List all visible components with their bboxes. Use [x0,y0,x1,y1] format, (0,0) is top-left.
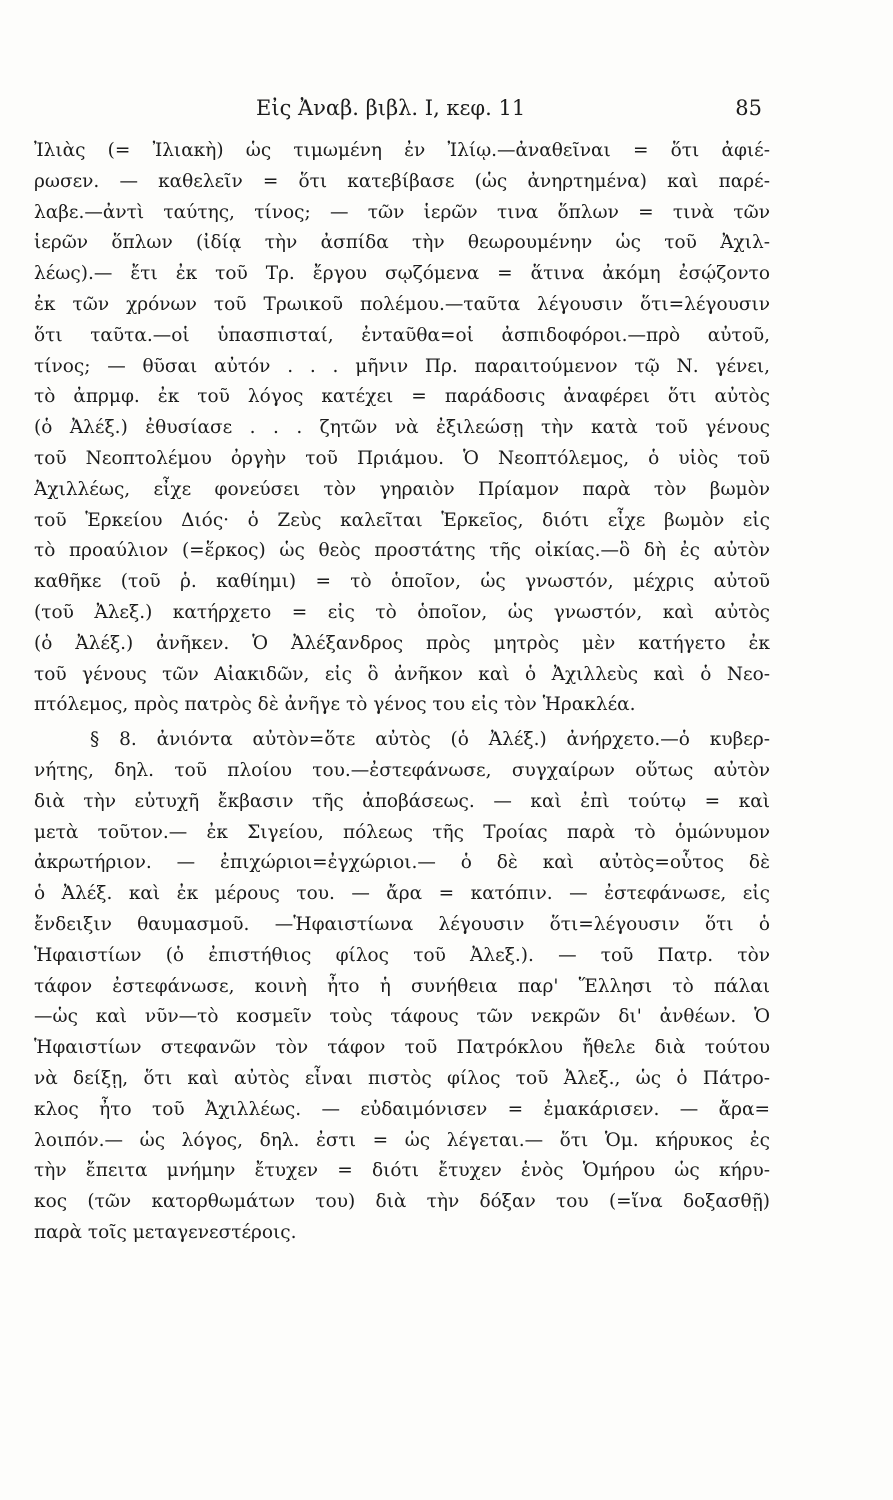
commentary-text [34,136,770,1249]
page-number: 85 [735,96,762,120]
text-line: τοῦ Ἑρκείου Διός· ὁ Ζεὺς καλεῖται Ἑρκεῖος, διότι εἶχε βωμὸν εἰς [34,509,770,531]
text-line: τάφον ἐστεφάνωσε, κοινὴ ἦτο ἡ συνήθεια παρ' Ἕλλησι τὸ πάλαι [34,975,770,997]
text-line: ἔνδειξιν θαυμασμοῦ. —Ἡφαιστίωνα λέγουσιν ὅτι=λέγουσιν ὅτι ὁ [34,913,770,935]
paragraph [34,725,770,1249]
text-line: λέως).— ἔτι ἐκ τοῦ Τρ. ἔργου σῳζόμενα = ἅτινα ἀκόμη ἐσῴζοντο [34,263,770,285]
text-line: πτόλεμος, πρὸς πατρὸς δὲ ἀνῆγε τὸ γένος του εἰς τὸν Ἡρακλέα. [34,694,636,716]
text-line: (ὁ Ἀλέξ.) ἀνῆκεν. Ὁ Ἀλέξανδρος πρὸς μητρὸς μὲν κατήγετο ἐκ [34,632,770,654]
text-line: —ὡς καὶ νῦν—τὸ κοσμεῖν τοὺς τάφους τῶν νεκρῶν δι' ἀνθέων. Ὁ [34,1006,770,1028]
text-line: διὰ τὴν εὐτυχῆ ἔκβασιν τῆς ἀποβάσεως. — καὶ ἐπὶ τούτῳ = καὶ [34,790,770,812]
text-line: τὸ προαύλιον (=ἕρκος) ὡς θεὸς προστάτης τῆς οἰκίας.—ὃ δὴ ἐς αὐτὸν [34,540,770,562]
text-line: κλος ἦτο τοῦ Ἀχιλλέως. — εὐδαιμόνισεν = ἐμακάρισεν. — ἄρα= [34,1098,770,1120]
text-line: § 8. ἀνιόντα αὐτὸν=ὅτε αὐτὸς (ὁ Ἀλέξ.) ἀνήρχετο.—ὁ κυβερ- [90,729,770,751]
text-line: νήτης, δηλ. τοῦ πλοίου του.—ἐστεφάνωσε, συγχαίρων οὕτως αὐτὸν [34,759,770,781]
text-line: ἀκρωτήριον. — ἐπιχώριοι=ἐγχώριοι.— ὁ δὲ καὶ αὐτὸς=οὗτος δὲ [34,852,770,874]
running-title: Εἰς Ἀναβ. βιβλ. Ι, κεφ. 11 [256,96,526,120]
text-line: νὰ δείξῃ, ὅτι καὶ αὐτὸς εἶναι πιστὸς φίλος τοῦ Ἀλεξ., ὡς ὁ Πάτρο- [34,1067,770,1089]
text-line: ὅτι ταῦτα.—οἱ ὑπασπισταί, ἐνταῦθα=οἱ ἀσπιδοφόροι.—πρὸ αὐτοῦ, [34,324,770,346]
text-line: κος (τῶν κατορθωμάτων του) διὰ τὴν δόξαν του (=ἵνα δοξασθῇ) [34,1191,770,1213]
text-line: τὴν ἔπειτα μνήμην ἔτυχεν = διότι ἔτυχεν ἑνὸς Ὁμήρου ὡς κήρυ- [34,1160,770,1182]
text-line: Ἰλιὰς (= Ἰλιακὴ) ὡς τιμωμένη ἐν Ἰλίῳ.—ἀναθεῖναι = ὅτι ἀφιέ- [34,140,770,161]
text-line: (ὁ Ἀλέξ.) ἐθυσίασε . . . ζητῶν νὰ ἐξιλεώσῃ τὴν κατὰ τοῦ γένους [34,417,770,439]
text-line: ρωσεν. — καθελεῖν = ὅτι κατεβίβασε (ὡς ἀνηρτημένα) καὶ παρέ- [34,170,770,192]
text-line: ἐκ τῶν χρόνων τοῦ Τρωικοῦ πολέμου.—ταῦτα λέγουσιν ὅτι=λέγουσιν [34,293,770,315]
text-line: ὁ Ἀλέξ. καὶ ἐκ μέρους του. — ἄρα = κατόπιν. — ἐστεφάνωσε, εἰς [34,883,770,905]
text-line: παρὰ τοῖς μεταγενεστέροις. [34,1221,297,1243]
text-line: λοιπόν.— ὡς λόγος, δηλ. ἐστι = ὡς λέγεται.— ὅτι Ὁμ. κήρυκος ἐς [34,1129,770,1151]
running-head [0,96,893,126]
text-line: μετὰ τοῦτον.— ἐκ Σιγείου, πόλεως τῆς Τροίας παρὰ τὸ ὁμώνυμον [34,821,770,843]
text-line: Ἡφαιστίων στεφανῶν τὸν τάφον τοῦ Πατρόκλου ἤθελε διὰ τούτου [34,1037,770,1059]
text-line: ἱερῶν ὅπλων (ἰδίᾳ τὴν ἀσπίδα τὴν θεωρουμένην ὡς τοῦ Ἀχιλ- [34,232,770,254]
text-line: Ἀχιλλέως, εἶχε φονεύσει τὸν γηραιὸν Πρίαμον παρὰ τὸν βωμὸν [34,478,770,500]
text-line: λαβε.—ἀντὶ ταύτης, τίνος; — τῶν ἱερῶν τινα ὅπλων = τινὰ τῶν [34,201,770,223]
text-line: τίνος; — θῦσαι αὐτόν . . . μῆνιν Πρ. παραιτούμενον τῷ Ν. γένει, [34,355,770,377]
text-line: Ἡφαιστίων (ὁ ἐπιστήθιος φίλος τοῦ Ἀλεξ.). — τοῦ Πατρ. τὸν [34,944,770,966]
text-line: καθῆκε (τοῦ ῥ. καθίημι) = τὸ ὁποῖον, ὡς γνωστόν, μέχρις αὐτοῦ [34,571,770,593]
text-line: τοῦ γένους τῶν Αἰακιδῶν, εἰς ὃ ἀνῆκον καὶ ὁ Ἀχιλλεὺς καὶ ὁ Νεο- [34,663,770,685]
text-line: (τοῦ Ἀλεξ.) κατήρχετο = εἰς τὸ ὁποῖον, ὡς γνωστόν, καὶ αὐτὸς [34,601,770,623]
text-line: τοῦ Νεοπτολέμου ὀργὴν τοῦ Πριάμου. Ὁ Νεοπτόλεμος, ὁ υἱὸς τοῦ [34,447,770,469]
text-line: τὸ ἀπρμφ. ἐκ τοῦ λόγος κατέχει = παράδοσις ἀναφέρει ὅτι αὐτὸς [34,386,770,408]
paragraph [34,136,770,721]
